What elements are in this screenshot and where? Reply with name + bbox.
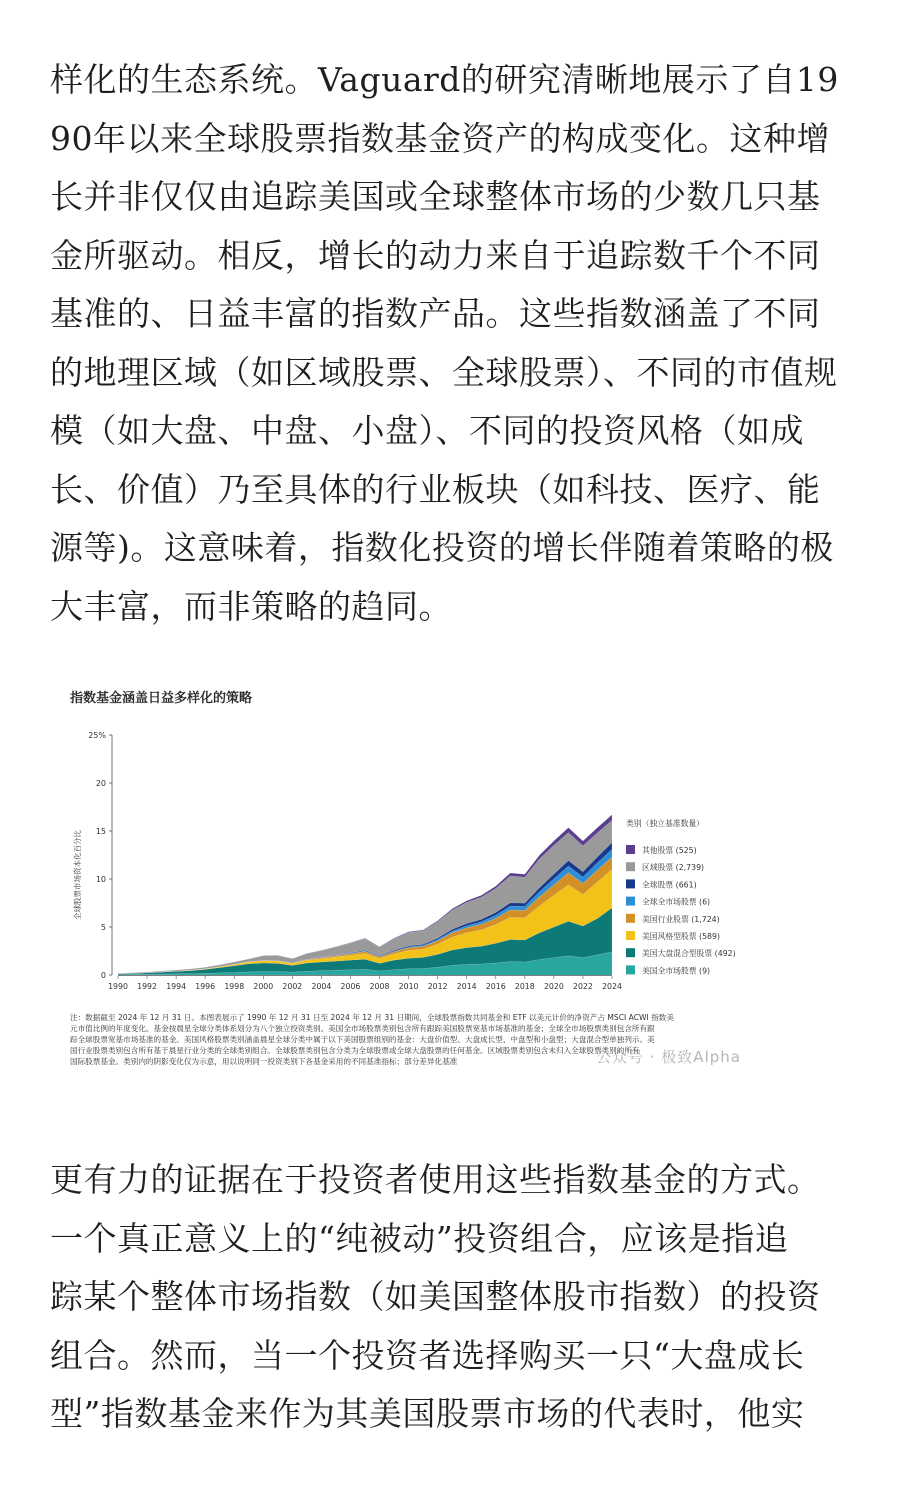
x-tick-label: 1992	[137, 982, 157, 991]
x-tick-label: 2020	[543, 982, 564, 991]
text-line: 大丰富，而非策略的趋同。	[50, 586, 452, 626]
text-line: 踪某个整体市场指数（如美国整体股市指数）的投资	[50, 1277, 821, 1316]
legend-swatch	[626, 845, 635, 854]
text-line: 组合。然而，当一个投资者选择购买一只“大盘成长	[50, 1335, 805, 1375]
x-tick-label: 2012	[427, 982, 448, 991]
x-tick-label: 2018	[514, 982, 535, 991]
y-tick-label: 5	[100, 923, 106, 932]
text-line: 样化的生态系统。Vaguard的研究清晰地展示了自19	[50, 60, 839, 99]
x-tick-label: 2006	[340, 982, 361, 991]
x-tick-label: 2016	[485, 982, 506, 991]
y-axis-label: 全球股票市场资本化百分比	[73, 830, 82, 920]
x-tick-label: 2010	[398, 982, 419, 991]
text-line: 金所驱动。相反，增长的动力来自于追踪数千个不同	[50, 235, 821, 275]
chart-figure	[64, 684, 844, 1074]
legend-label: 区域股票 (2,739)	[642, 863, 705, 873]
legend-swatch	[626, 931, 635, 940]
x-tick-label: 2000	[253, 982, 274, 991]
y-tick-label: 20	[95, 779, 106, 788]
legend-swatch	[626, 965, 635, 974]
y-tick-label: 15	[95, 827, 106, 836]
legend-label: 全球股票 (661)	[642, 880, 697, 890]
legend-label: 全球全市场股票 (6)	[642, 897, 711, 907]
legend-label: 其他股票 (525)	[642, 846, 697, 855]
y-tick-label: 25%	[88, 731, 106, 740]
legend-swatch	[626, 879, 635, 888]
text-line: 更有力的证据在于投资者使用这些指数基金的方式。	[50, 1160, 821, 1199]
legend-swatch	[626, 948, 635, 957]
text-line: 90年以来全球股票指数基金资产的构成变化。这种增	[50, 118, 830, 158]
x-tick-label: 2008	[369, 982, 390, 991]
legend-swatch	[626, 914, 635, 923]
legend-label: 美国风格型股票 (589)	[642, 932, 721, 941]
legend-label: 美国全市场股票 (9)	[642, 966, 711, 976]
article-paragraph-1	[50, 51, 860, 636]
legend-label: 美国大盘混合型股票 (492)	[642, 949, 736, 959]
legend-swatch	[626, 897, 635, 906]
y-tick-label: 10	[95, 875, 106, 884]
text-line: 源等)。这意味着，指数化投资的增长伴随着策略的极	[50, 528, 834, 567]
x-tick-label: 2014	[456, 982, 477, 991]
legend-swatch	[626, 862, 635, 871]
note-line: 国际股票基金。类别内的阴影变化仅为示意，用以说明同一投资类别下各基金采用的不同基准指标；部分差异化基准	[70, 1057, 458, 1066]
text-line: 长并非仅仅由追踪美国或全球整体市场的少数几只基	[50, 177, 821, 216]
x-tick-label: 1994	[166, 982, 187, 991]
text-line: 模（如大盘、中盘、小盘）、不同的投资风格（如成	[50, 411, 804, 450]
note-line: 踪全球股票宽基市场基准的基金。美国风格股票类别涵盖晨星全球分类中属于以下美国股票组别的基金：大盘价值型、大盘成长型、中盘型和小盘型；大盘混合型单独列示。美	[70, 1035, 655, 1044]
note-line: 注：数据截至 2024 年 12 月 31 日。本图表展示了 1990 年 12 月 31 日至 2024 年 12 月 31 日期间，全球股票指数共同基金和 ETF 以美元计价的净资产占 MSCI ACWI 指数美	[70, 1013, 674, 1022]
y-tick-label: 0	[100, 971, 106, 980]
text-line: 的地理区域（如区域股票、全球股票）、不同的市值规	[50, 352, 838, 392]
text-line: 基准的、日益丰富的指数产品。这些指数涵盖了不同	[50, 294, 821, 333]
watermark-text: 公众号 · 极致Alpha	[596, 1048, 741, 1066]
x-tick-label: 1998	[224, 982, 245, 991]
legend-title: 类别（独立基准数量）	[626, 819, 704, 828]
note-line: 元市值比例的年度变化。基金按晨星全球分类体系划分为八个独立投资类别。美国全市场股票类别包含所有跟踪美国股票宽基市场基准的基金；全球全市场股票类别包含所有跟	[70, 1024, 655, 1033]
text-line: 长、价值）乃至具体的行业板块（如科技、医疗、能	[50, 469, 821, 509]
stacked-area-chart	[64, 684, 844, 1004]
article-paragraph-2	[50, 1151, 860, 1444]
text-line: 一个真正意义上的“纯被动”投资组合，应该是指追	[50, 1218, 789, 1258]
text-line: 型”指数基金来作为其美国股票市场的代表时，他实	[50, 1394, 805, 1433]
note-line: 国行业股票类别包含所有基于晨星行业分类的全球类别组合。全球股票类别包含分类为全球股票或全球大盘股票的任何基金。区域股票类别包含未归入全球股票类别的所有	[70, 1046, 640, 1055]
x-tick-label: 1990	[108, 982, 128, 991]
x-tick-label: 1996	[195, 982, 216, 991]
legend-label: 美国行业股票 (1,724)	[642, 914, 720, 924]
x-tick-label: 2022	[573, 982, 593, 991]
chart-title: 指数基金涵盖日益多样化的策略	[70, 691, 253, 706]
x-tick-label: 2002	[282, 982, 303, 991]
x-tick-label: 2004	[311, 982, 332, 991]
x-tick-label: 2024	[602, 982, 622, 991]
